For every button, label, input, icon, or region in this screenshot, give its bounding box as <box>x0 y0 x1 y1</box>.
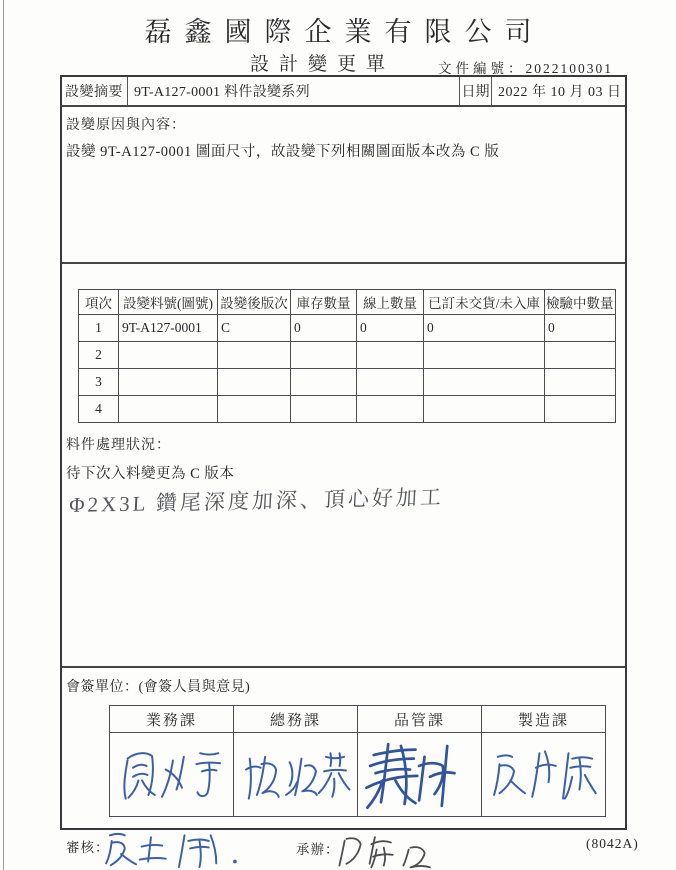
cell-stock-qty <box>291 396 357 423</box>
table-row <box>79 342 616 369</box>
dept-quality-control: 品管課 <box>358 706 482 733</box>
reason-content: 設變 9T-A127-0001 圖面尺寸，故設變下列相關圖面版本改為 C 版 <box>66 144 500 160</box>
table-row <box>79 369 616 396</box>
signature-cell-quality-control <box>358 733 482 817</box>
cell-index: 3 <box>79 369 119 396</box>
cell-new-revision <box>218 396 291 423</box>
document-number <box>438 57 613 77</box>
document-number-label: 文件編號： <box>438 61 526 76</box>
countersign-table <box>109 705 606 817</box>
col-header-part-number: 設變料號(圖號) <box>119 290 218 315</box>
cell-new-revision <box>218 369 291 396</box>
review-signature <box>98 826 258 868</box>
cell-ordered-qty <box>424 396 545 423</box>
form-title: 設計變更單 <box>250 54 396 75</box>
date-value: 2022 年 10 月 03 日 <box>498 85 622 100</box>
col-header-ordered-qty: 已訂未交貨/未入庫 <box>424 290 545 315</box>
signature-sales <box>113 737 231 813</box>
section-divider <box>62 666 625 668</box>
cell-new-revision <box>218 342 291 369</box>
form-code: (8042A) <box>586 836 639 851</box>
form-border-box <box>60 75 627 830</box>
handler-label: 承辦： <box>296 842 340 857</box>
signature-cell-general-affairs <box>234 733 358 817</box>
summary-label: 設變摘要 <box>62 77 128 105</box>
reason-label: 設變原因與內容： <box>66 118 186 133</box>
change-items-table <box>78 289 616 423</box>
cell-index: 2 <box>79 342 119 369</box>
document-number-value: 2022100301 <box>525 61 613 76</box>
handwritten-note: Φ2X3L 鑽尾深度加深、頂心好加工 <box>68 485 445 518</box>
cell-index: 4 <box>79 396 119 423</box>
cell-online-qty <box>357 342 424 369</box>
table-row <box>79 315 616 342</box>
reason-section <box>62 107 625 264</box>
signature-manufacturing <box>485 737 603 813</box>
signature-cell-sales <box>110 733 234 817</box>
dept-sales: 業務課 <box>110 706 234 733</box>
cell-inspection-qty <box>545 369 616 396</box>
cell-part-number <box>119 342 218 369</box>
cell-ordered-qty <box>424 342 545 369</box>
cell-stock-qty <box>291 369 357 396</box>
cell-ordered-qty <box>424 369 545 396</box>
dept-general-affairs: 總務課 <box>234 706 358 733</box>
col-header-stock-qty: 庫存數量 <box>291 290 357 315</box>
date-label: 日期 <box>459 77 492 105</box>
summary-row <box>62 77 625 107</box>
countersign-signature-row <box>110 733 606 817</box>
material-status-label: 料件處理狀況： <box>66 438 171 453</box>
dept-manufacturing: 製造課 <box>482 706 606 733</box>
scan-edge-artifact <box>3 0 4 870</box>
company-title: 磊鑫國際企業有限公司 <box>144 17 545 47</box>
table-row <box>79 396 616 423</box>
cell-stock-qty <box>291 342 357 369</box>
items-header-row <box>79 290 616 315</box>
cell-inspection-qty <box>545 396 616 423</box>
cell-part-number <box>119 396 218 423</box>
cell-online-qty <box>357 369 424 396</box>
col-header-index: 項次 <box>79 290 119 315</box>
cell-part-number: 9T-A127-0001 <box>119 315 218 342</box>
cell-inspection-qty: 0 <box>545 315 616 342</box>
material-status-content: 待下次入料變更為 C 版本 <box>66 466 235 482</box>
cell-part-number <box>119 369 218 396</box>
col-header-new-revision: 設變後版次 <box>218 290 291 315</box>
handler-signature <box>331 830 449 870</box>
cell-index: 1 <box>79 315 119 342</box>
signature-cell-manufacturing <box>482 733 606 817</box>
signature-general-affairs <box>237 737 355 813</box>
col-header-online-qty: 線上數量 <box>357 290 424 315</box>
summary-value: 9T-A127-0001 料件設變系列 <box>134 85 310 100</box>
signature-quality-control <box>361 737 479 813</box>
cell-ordered-qty: 0 <box>424 315 545 342</box>
cell-new-revision: C <box>218 315 291 342</box>
cell-stock-qty: 0 <box>291 315 357 342</box>
col-header-inspection-qty: 檢驗中數量 <box>545 290 616 315</box>
countersign-label: 會簽單位：(會簽人員與意見) <box>66 680 251 695</box>
cell-inspection-qty <box>545 342 616 369</box>
cell-online-qty <box>357 396 424 423</box>
countersign-header-row <box>110 706 606 733</box>
review-label: 審核： <box>66 840 110 855</box>
cell-online-qty: 0 <box>357 315 424 342</box>
